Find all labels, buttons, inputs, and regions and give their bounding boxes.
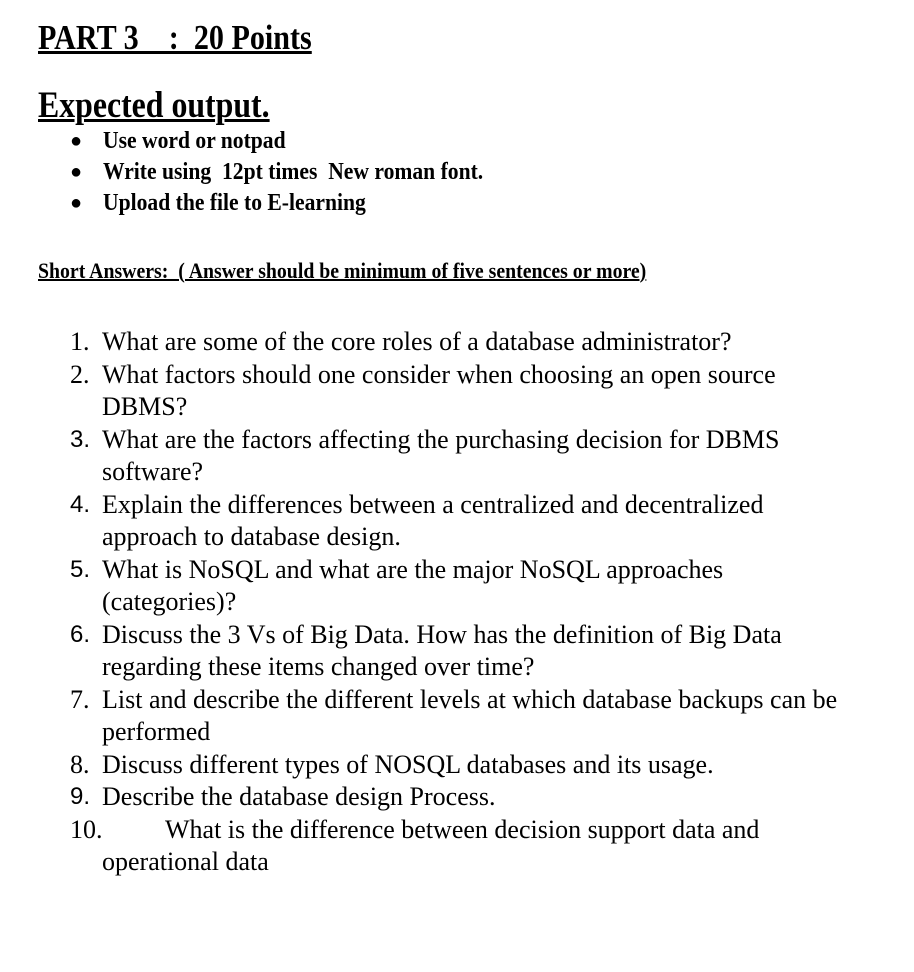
list-item: ● Write using 12pt times New roman font. [70, 157, 525, 188]
list-item: ● Use word or notpad [70, 126, 525, 157]
question-item: 9. Describe the database design Process. [70, 782, 496, 811]
bullet-icon: ● [70, 161, 83, 183]
question-item: 4. Explain the differences between a centralized and decentralized approach to database design. [70, 489, 764, 551]
question-item: 8. Discuss different types of NOSQL databases and its usage. [70, 749, 714, 779]
question-item: 3. What are the factors affecting the purchasing decision for DBMS software? [70, 424, 780, 486]
question-item: 7. List and describe the different levels at which database backups can be performed [70, 684, 838, 746]
questions-list [70, 326, 860, 879]
question-item: 10. What is the difference between decision support data and operational data [70, 814, 760, 876]
question-item: 5. What is NoSQL and what are the major NoSQL approaches (categories)? [70, 554, 724, 616]
expected-output-list [70, 126, 525, 219]
bullet-icon: ● [70, 130, 83, 152]
question-item: 1. What are some of the core roles of a database administrator? [70, 327, 732, 356]
part-title: PART 3 : 20 Points [38, 18, 312, 57]
short-answers-heading: Short Answers: ( Answer should be minimum of five sentences or more) [38, 258, 647, 283]
expected-output-heading: Expected output. [38, 85, 270, 126]
question-item: 6. Discuss the 3 Vs of Big Data. How has the definition of Big Data regarding these items changed over time? [70, 619, 782, 681]
bullet-icon: ● [70, 192, 83, 214]
question-item: 2. What factors should one consider when choosing an open source DBMS? [70, 359, 776, 421]
list-item: ● Upload the file to E-learning [70, 188, 525, 219]
